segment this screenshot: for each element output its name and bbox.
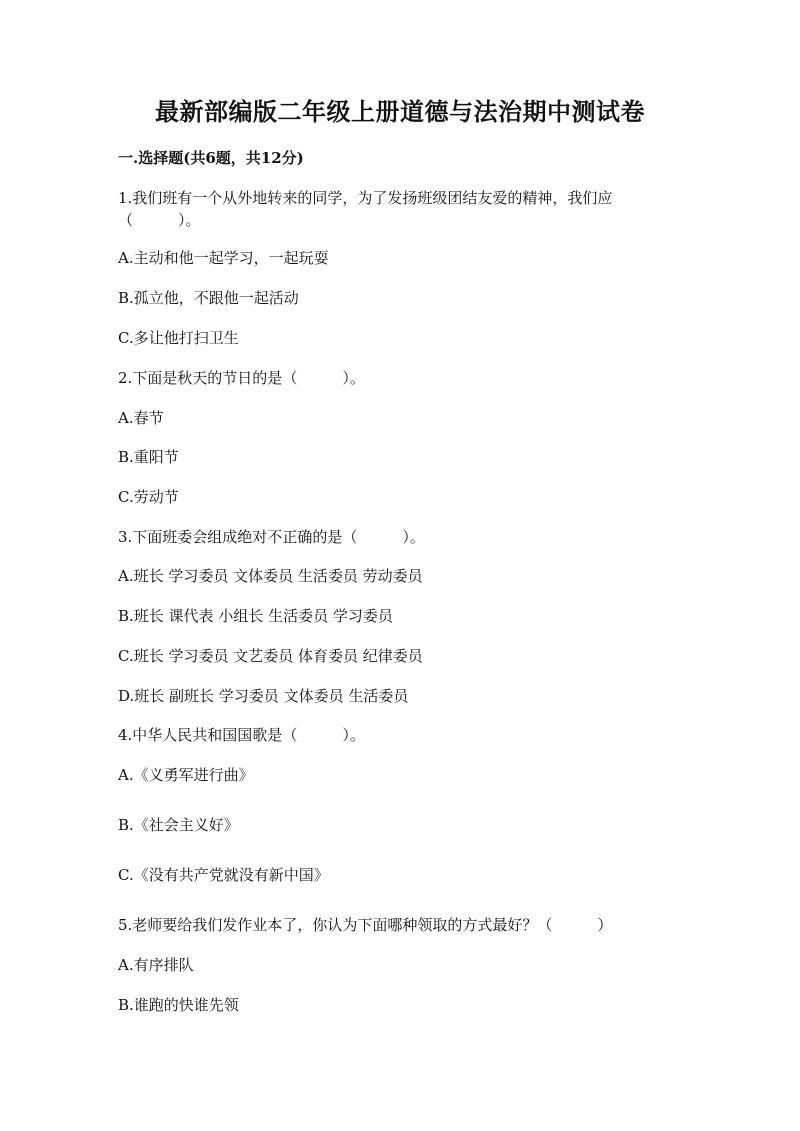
- question-5-option-a: A.有序排队: [118, 956, 194, 974]
- question-4-option-c: C.《没有共产党就没有新中国》: [118, 866, 329, 884]
- question-4-stem: 4.中华人民共和国国歌是（ ）。: [118, 726, 365, 744]
- question-1-stem-cont: （ ）。: [118, 211, 201, 229]
- question-1-option-b: B.孤立他，不跟他一起活动: [118, 289, 299, 307]
- question-4-option-b: B.《社会主义好》: [118, 816, 239, 834]
- page-title: 最新部编版二年级上册道德与法治期中测试卷: [155, 97, 645, 126]
- question-3-option-d: D.班长 副班长 学习委员 文体委员 生活委员: [118, 687, 409, 705]
- question-2-stem: 2.下面是秋天的节日的是（ ）。: [118, 369, 365, 387]
- question-4-option-a: A.《义勇军进行曲》: [118, 766, 254, 784]
- question-2-option-a: A.春节: [118, 409, 164, 427]
- question-3-option-a: A.班长 学习委员 文体委员 生活委员 劳动委员: [118, 567, 423, 585]
- question-1-option-a: A.主动和他一起学习，一起玩耍: [118, 249, 329, 267]
- question-2-option-b: B.重阳节: [118, 448, 179, 466]
- question-2-option-c: C.劳动节: [118, 488, 179, 506]
- question-1-option-c: C.多让他打扫卫生: [118, 329, 239, 347]
- question-3-stem: 3.下面班委会组成绝对不正确的是（ ）。: [118, 528, 425, 546]
- section-heading: 一.选择题(共6题，共12分): [118, 149, 304, 167]
- question-3-option-c: C.班长 学习委员 文艺委员 体育委员 纪律委员: [118, 647, 423, 665]
- question-5-stem: 5.老师要给我们发作业本了，你认为下面哪种领取的方式最好？（ ）: [118, 916, 613, 934]
- question-5-option-b: B.谁跑的快谁先领: [118, 996, 239, 1014]
- question-1-stem: 1.我们班有一个从外地转来的同学，为了发扬班级团结友爱的精神，我们应: [118, 189, 613, 207]
- question-3-option-b: B.班长 课代表 小组长 生活委员 学习委员: [118, 607, 393, 625]
